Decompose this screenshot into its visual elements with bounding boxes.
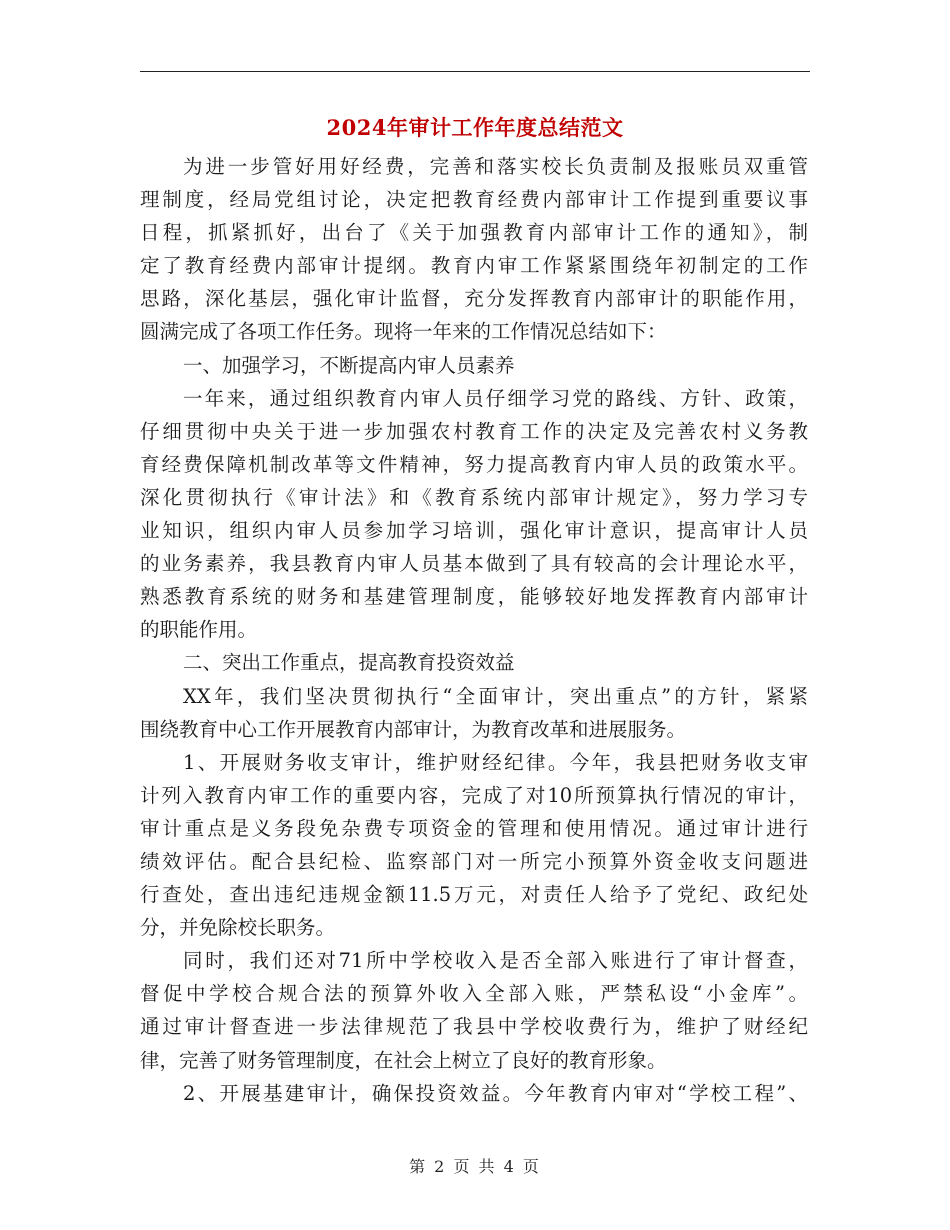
- text-line: 分，并免除校长职务。: [140, 916, 336, 940]
- text-line: 律，完善了财务管理制度，在社会上树立了良好的教育形象。: [140, 1048, 667, 1072]
- text-line: 的业务素养，我县教育内审人员基本做到了具有较高的会计理论水平，: [140, 552, 808, 576]
- text-line: 计列入教育内审工作的重要内容，完成了对10所预算执行情况的审计，: [140, 783, 808, 807]
- text-line: XX年，我们坚决贯彻执行“全面审计，突出重点”的方针，紧紧: [183, 684, 808, 708]
- text-line: 一年来，通过组织教育内审人员仔细学习党的路线、方针、政策，: [183, 386, 808, 410]
- document-title: 2024年审计工作年度总结范文: [326, 115, 624, 140]
- text-line: 的职能作用。: [140, 618, 258, 642]
- text-line: 熟悉教育系统的财务和基建管理制度，能够较好地发挥教育内部审计: [140, 585, 808, 609]
- text-line: 圆满完成了各项工作任务。现将一年来的工作情况总结如下：: [140, 320, 667, 344]
- text-line: 深化贯彻执行《审计法》和《教育系统内部审计规定》，努力学习专: [140, 485, 808, 509]
- text-line: 为进一步管好用好经费，完善和落实校长负责制及报账员双重管: [183, 155, 808, 178]
- text-line: 督促中学校合规合法的预算外收入全部入账，严禁私设“小金库”。: [140, 982, 808, 1006]
- paragraph-section-two: [140, 680, 808, 746]
- document-body: [140, 150, 808, 1110]
- paragraph-heading-two: [140, 646, 808, 679]
- text-line: 绩效评估。配合县纪检、监察部门对一所完小预算外资金收支问题进: [140, 849, 808, 873]
- paragraph-heading-one: [140, 349, 808, 382]
- paragraph-intro: [140, 150, 808, 349]
- text-line: 通过审计督查进一步法律规范了我县中学校收费行为，维护了财经纪: [140, 1015, 808, 1039]
- paragraph-item-two: [140, 1077, 808, 1110]
- text-line: 育经费保障机制改革等文件精神，努力提高教育内审人员的政策水平。: [140, 452, 808, 476]
- text-line: 思路，深化基层，强化审计监督，充分发挥教育内部审计的职能作用，: [140, 287, 808, 311]
- text-line: 同时，我们还对71所中学校收入是否全部入账进行了审计督查，: [183, 949, 808, 973]
- text-line: 日程，抓紧抓好，出台了《关于加强教育内部审计工作的通知》，制: [140, 221, 808, 245]
- text-line: 1、开展财务收支审计，维护财经纪律。今年，我县把财务收支审: [183, 750, 808, 774]
- text-line: 业知识，组织内审人员参加学习培训，强化审计意识，提高审计人员: [140, 519, 808, 543]
- text-line: 围绕教育中心工作开展教育内部审计，为教育改革和进展服务。: [140, 717, 687, 741]
- text-line: 审计重点是义务段免杂费专项资金的管理和使用情况。通过审计进行: [140, 816, 808, 840]
- text-line: 理制度，经局党组讨论，决定把教育经费内部审计工作提到重要议事: [140, 188, 808, 212]
- text-line: 2、开展基建审计，确保投资效益。今年教育内审对“学校工程”、: [183, 1081, 808, 1105]
- text-line: 行查处，查出违纪违规金额11.5万元，对责任人给予了党纪、政纪处: [140, 883, 808, 907]
- text-line: 一、加强学习，不断提高内审人员素养: [183, 353, 515, 377]
- text-line: 二、突出工作重点，提高教育投资效益: [183, 651, 515, 675]
- paragraph-item-one-cont: [140, 944, 808, 1076]
- header-rule: [140, 71, 810, 72]
- paragraph-section-one: [140, 382, 808, 647]
- paragraph-item-one: [140, 746, 808, 945]
- page-footer: 第 2 页 共 4 页: [409, 1157, 541, 1176]
- text-line: 定了教育经费内部审计提纲。教育内审工作紧紧围绕年初制定的工作: [140, 254, 808, 278]
- text-line: 仔细贯彻中央关于进一步加强农村教育工作的决定及完善农村义务教: [140, 419, 808, 443]
